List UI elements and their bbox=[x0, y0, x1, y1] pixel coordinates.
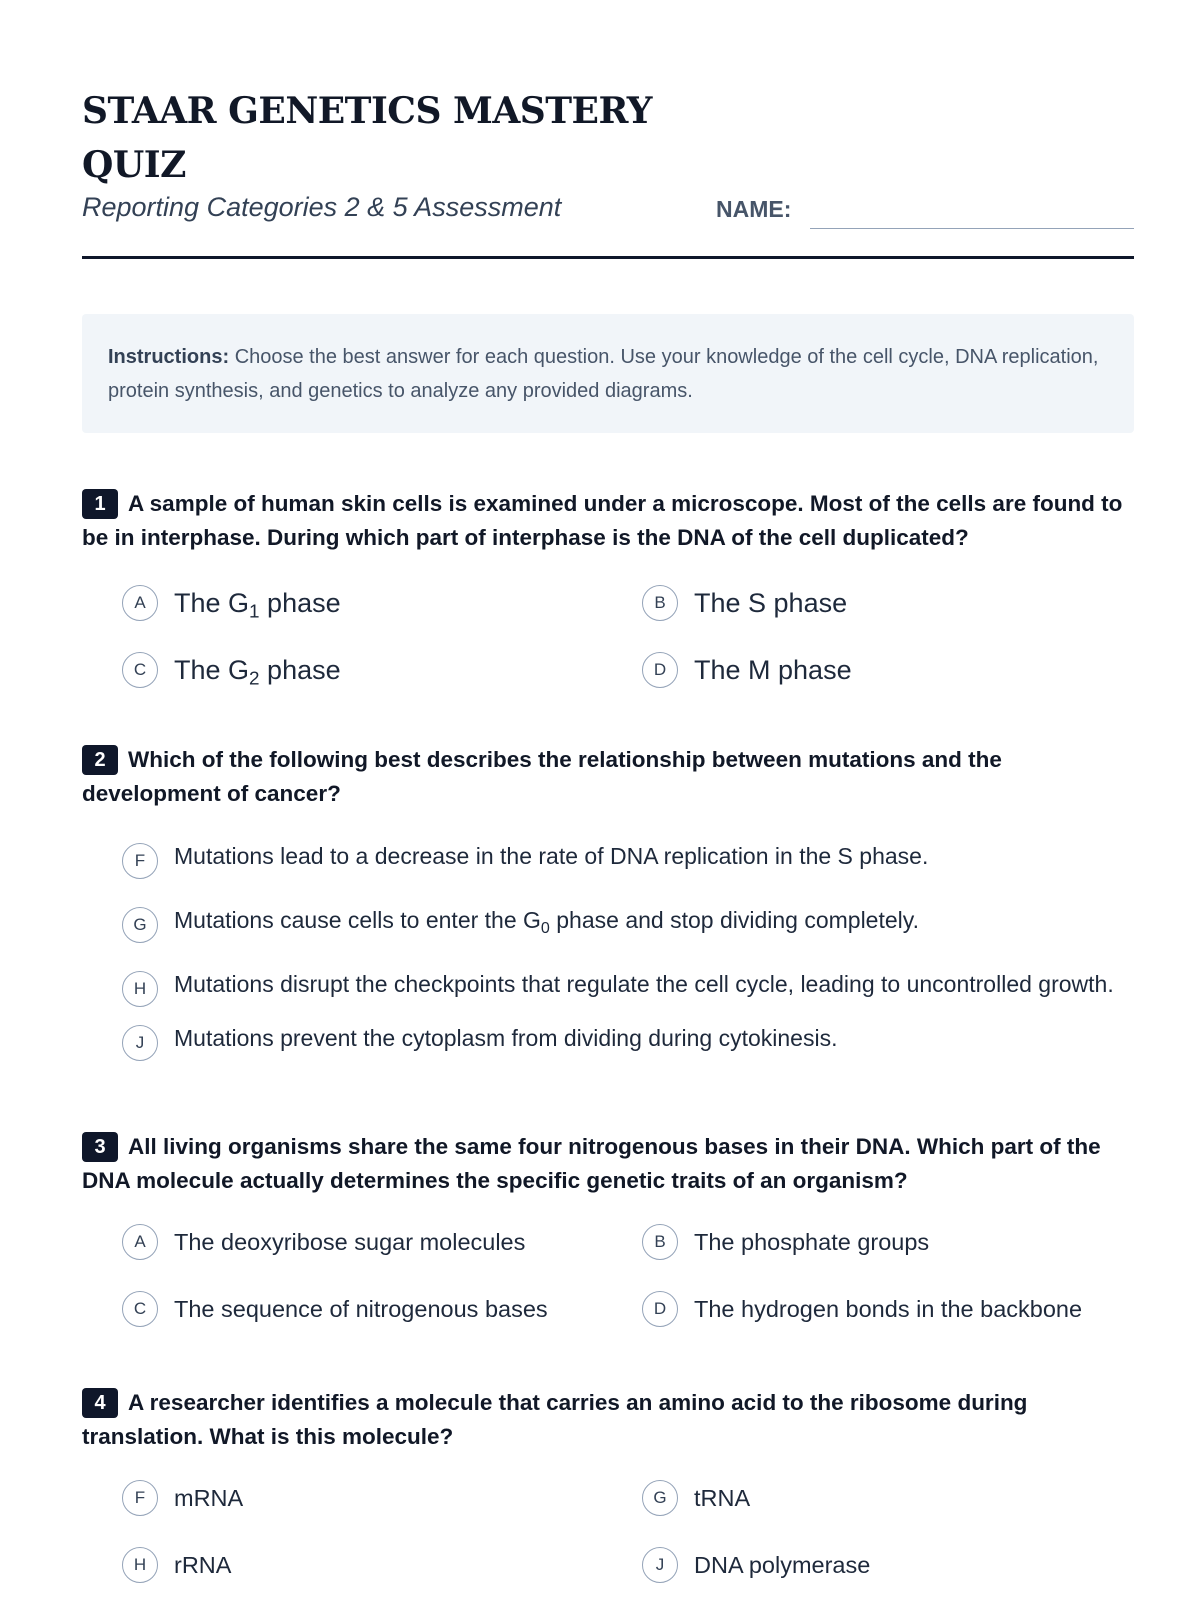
option-b[interactable] bbox=[642, 1224, 929, 1260]
option-letter: J bbox=[642, 1547, 678, 1583]
option-letter: H bbox=[122, 971, 158, 1007]
name-label: NAME: bbox=[716, 196, 792, 222]
option-label: The S phase bbox=[694, 587, 848, 618]
option-j[interactable] bbox=[82, 1021, 1134, 1061]
option-letter: D bbox=[642, 1291, 678, 1327]
option-letter: D bbox=[642, 652, 678, 688]
option-a[interactable] bbox=[122, 1224, 525, 1260]
question-number: 4 bbox=[82, 1388, 118, 1418]
question-number: 1 bbox=[82, 489, 118, 519]
option-f[interactable] bbox=[122, 1480, 243, 1516]
option-label: The sequence of nitrogenous bases bbox=[174, 1295, 548, 1322]
option-label: The M phase bbox=[694, 654, 852, 685]
question-2 bbox=[82, 743, 1134, 1075]
name-field[interactable] bbox=[810, 228, 1134, 229]
question-text: All living organisms share the same four nitrogenous bases in their DNA. Which part of the DNA molecule actually determines the specific genetic traits of an organism? bbox=[82, 1134, 1101, 1193]
header-divider bbox=[82, 256, 1134, 259]
option-g[interactable] bbox=[82, 903, 1134, 943]
option-label: DNA polymerase bbox=[694, 1551, 871, 1578]
option-f[interactable] bbox=[82, 839, 1134, 879]
question-text: Which of the following best describes the relationship between mutations and the development of cancer? bbox=[82, 747, 1002, 806]
question-number: 3 bbox=[82, 1132, 118, 1162]
option-letter: A bbox=[122, 1224, 158, 1260]
subtitle-row bbox=[82, 188, 1134, 232]
question-number: 2 bbox=[82, 745, 118, 775]
instructions-label: Instructions: bbox=[108, 346, 230, 368]
option-a[interactable] bbox=[122, 585, 341, 621]
option-label: Mutations lead to a decrease in the rate of DNA replication in the S phase. bbox=[174, 843, 929, 869]
option-label: Mutations cause cells to enter the $G_0$ phase and stop dividing completely. bbox=[174, 907, 919, 937]
option-letter: B bbox=[642, 585, 678, 621]
option-d[interactable] bbox=[642, 1291, 1082, 1327]
page-subtitle: Reporting Categories 2 & 5 Assessment bbox=[82, 192, 562, 222]
option-label: The $G_2$ phase bbox=[174, 654, 341, 690]
option-h[interactable] bbox=[122, 1547, 231, 1583]
option-letter: A bbox=[122, 585, 158, 621]
option-d[interactable] bbox=[642, 652, 852, 688]
option-label: rRNA bbox=[174, 1551, 232, 1578]
option-label: The deoxyribose sugar molecules bbox=[174, 1228, 526, 1255]
option-label: The hydrogen bonds in the backbone bbox=[694, 1295, 1083, 1322]
option-h[interactable] bbox=[82, 967, 1134, 1007]
option-letter: G bbox=[122, 907, 158, 943]
option-b[interactable] bbox=[642, 585, 847, 621]
quiz-header bbox=[82, 84, 1134, 232]
option-label: Mutations disrupt the checkpoints that regulate the cell cycle, leading to uncontrolled growth. bbox=[174, 971, 1114, 997]
option-letter: B bbox=[642, 1224, 678, 1260]
option-label: The phosphate groups bbox=[694, 1228, 930, 1255]
option-label: mRNA bbox=[174, 1484, 244, 1511]
question-1 bbox=[82, 487, 1134, 715]
option-letter: J bbox=[122, 1025, 158, 1061]
option-j[interactable] bbox=[642, 1547, 870, 1583]
option-c[interactable] bbox=[122, 652, 341, 688]
option-label: tRNA bbox=[694, 1484, 751, 1511]
option-label: Mutations prevent the cytoplasm from dividing during cytokinesis. bbox=[174, 1025, 838, 1051]
question-4 bbox=[82, 1386, 1134, 1610]
option-letter: H bbox=[122, 1547, 158, 1583]
option-label: The $G_1$ phase bbox=[174, 587, 341, 623]
option-letter: G bbox=[642, 1480, 678, 1516]
question-3 bbox=[82, 1130, 1134, 1354]
instructions-text: Choose the best answer for each question. Use your knowledge of the cell cycle, DNA replication, protein synthesis, and genetics to analyze any provided diagrams. bbox=[108, 346, 1099, 402]
option-g[interactable] bbox=[642, 1480, 750, 1516]
page-title: STAAR GENETICS MASTERY QUIZ bbox=[82, 90, 652, 186]
question-text: A sample of human skin cells is examined under a microscope. Most of the cells are found to be in interphase. During which part of interphase is the DNA of the cell duplicated? bbox=[82, 491, 1123, 550]
option-letter: F bbox=[122, 1480, 158, 1516]
option-letter: F bbox=[122, 843, 158, 879]
option-c[interactable] bbox=[122, 1291, 548, 1327]
option-letter: C bbox=[122, 652, 158, 688]
instructions-box bbox=[82, 314, 1134, 433]
option-letter: C bbox=[122, 1291, 158, 1327]
question-text: A researcher identifies a molecule that carries an amino acid to the ribosome during translation. What is this molecule? bbox=[82, 1390, 1028, 1449]
